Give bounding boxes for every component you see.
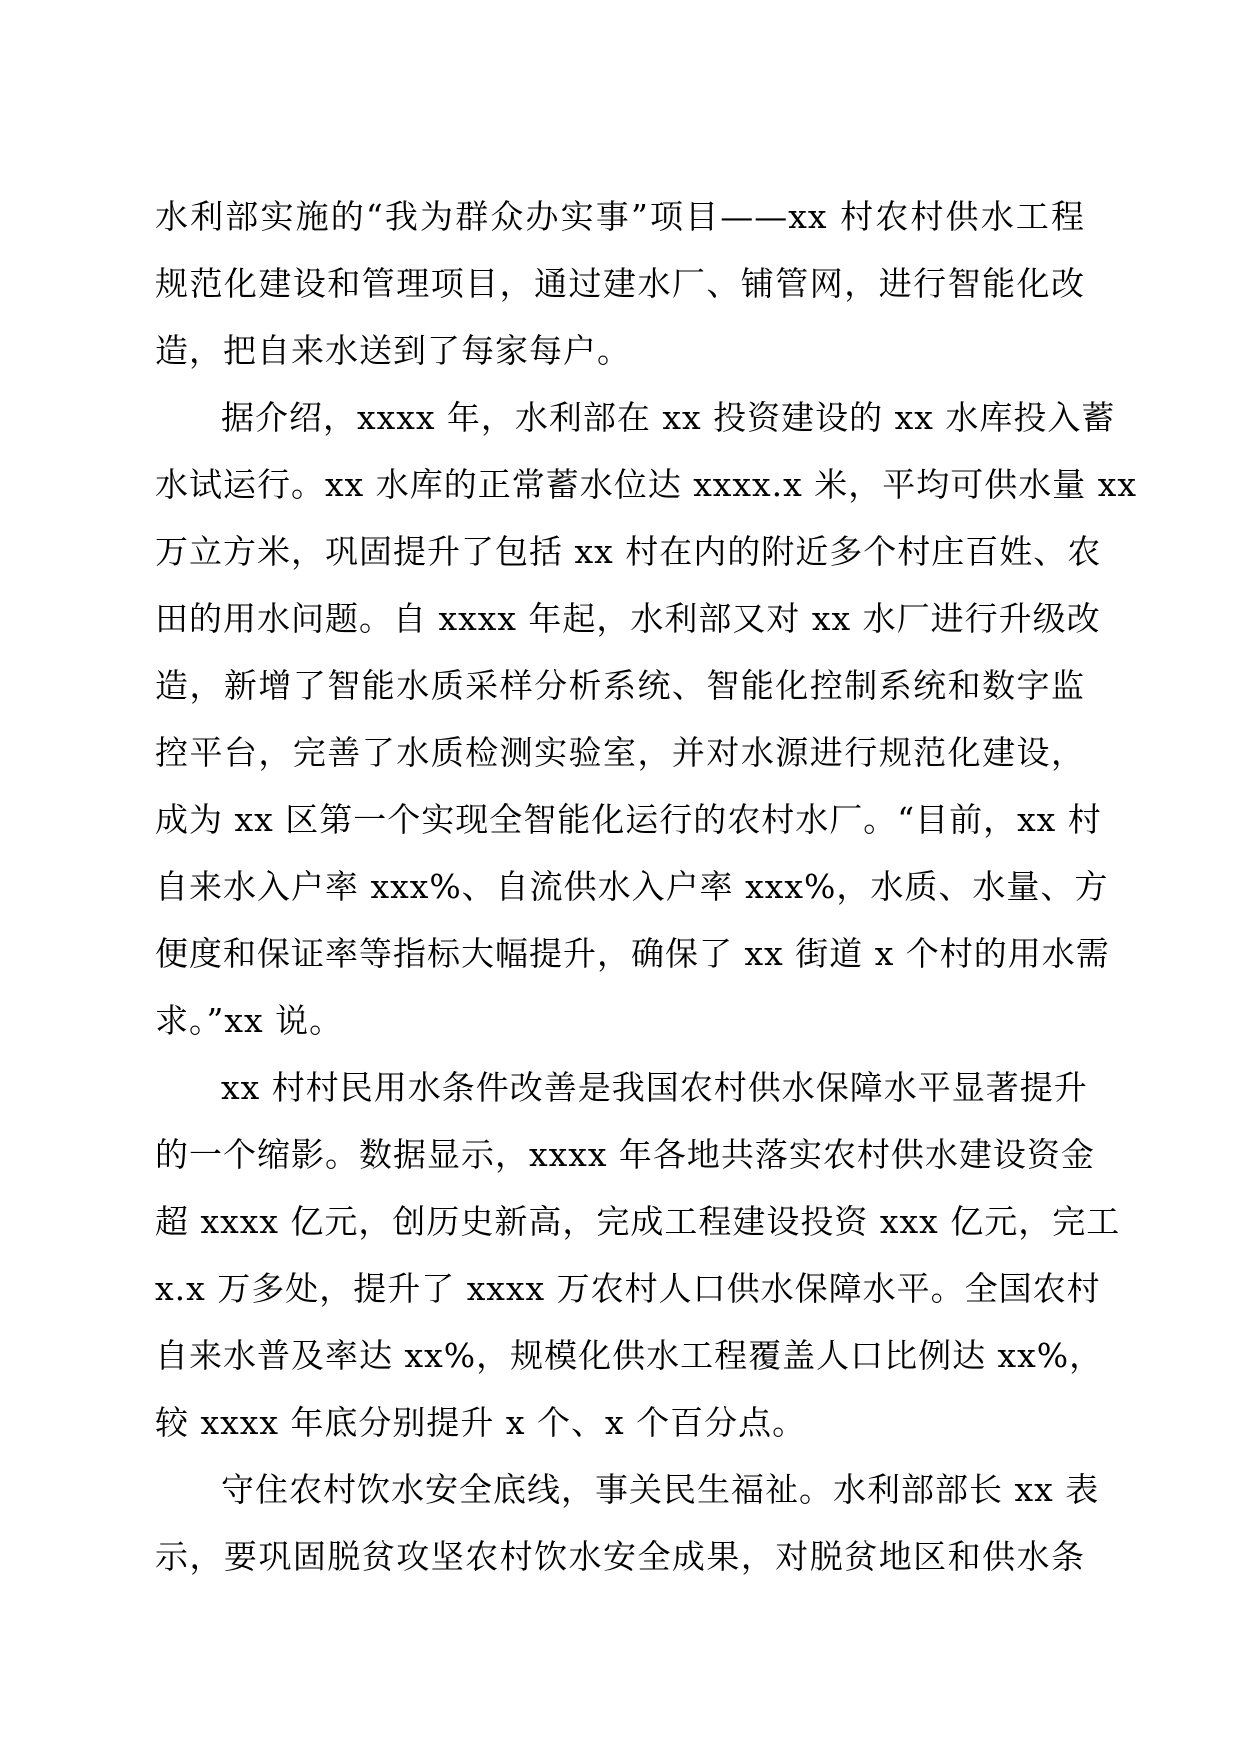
text-line: xx 村村民用水条件改善是我国农村供水保障水平显著提升: [221, 1068, 1088, 1107]
paragraph-2: [155, 384, 1137, 1054]
text-line: 便度和保证率等指标大幅提升，确保了 xx 街道 x 个村的用水需: [155, 934, 1110, 973]
text-line: 控平台，完善了水质检测实验室，并对水源进行规范化建设，: [155, 733, 1085, 772]
text-line: 的一个缩影。数据显示，xxxx 年各地共落实农村供水建设资金: [155, 1135, 1095, 1174]
document-body: [155, 183, 1137, 1590]
text-line: 成为 xx 区第一个实现全智能化运行的农村水厂。“目前，xx 村: [155, 800, 1102, 839]
text-line: 水试运行。xx 水库的正常蓄水位达 xxxx.x 米，平均可供水量 xx: [155, 465, 1137, 504]
text-line: 超 xxxx 亿元，创历史新高，完成工程建设投资 xxx 亿元，完工: [155, 1202, 1121, 1241]
paragraph-1: [155, 183, 1085, 384]
text-line: 求。”xx 说。: [155, 1001, 344, 1040]
text-line: 较 xxxx 年底分别提升 x 个、x 个百分点。: [155, 1403, 807, 1442]
text-line: 万立方米，巩固提升了包括 xx 村在内的附近多个村庄百姓、农: [155, 532, 1102, 571]
text-line: 水利部实施的“我为群众办实事”项目——xx 村农村供水工程: [155, 197, 1085, 236]
text-line: 造，把自来水送到了每家每户。: [155, 331, 631, 370]
text-line: 示，要巩固脱贫攻坚农村饮水安全成果，对脱贫地区和供水条: [155, 1537, 1085, 1576]
text-line: 守住农村饮水安全底线，事关民生福祉。水利部部长 xx 表: [221, 1470, 1100, 1509]
text-line: 据介绍，xxxx 年，水利部在 xx 投资建设的 xx 水库投入蓄: [221, 398, 1116, 437]
text-line: 规范化建设和管理项目，通过建水厂、铺管网，进行智能化改: [155, 264, 1085, 303]
text-line: 造，新增了智能水质采样分析系统、智能化控制系统和数字监: [155, 666, 1085, 705]
paragraph-3: [155, 1054, 1121, 1456]
text-line: 田的用水问题。自 xxxx 年起，水利部又对 xx 水厂进行升级改: [155, 599, 1101, 638]
text-line: x.x 万多处，提升了 xxxx 万农村人口供水保障水平。全国农村: [155, 1269, 1101, 1308]
text-line: 自来水入户率 xxx%、自流供水入户率 xxx%，水质、水量、方: [155, 867, 1109, 906]
paragraph-4: [155, 1456, 1100, 1590]
text-line: 自来水普及率达 xx%，规模化供水工程覆盖人口比例达 xx%，: [155, 1336, 1104, 1375]
